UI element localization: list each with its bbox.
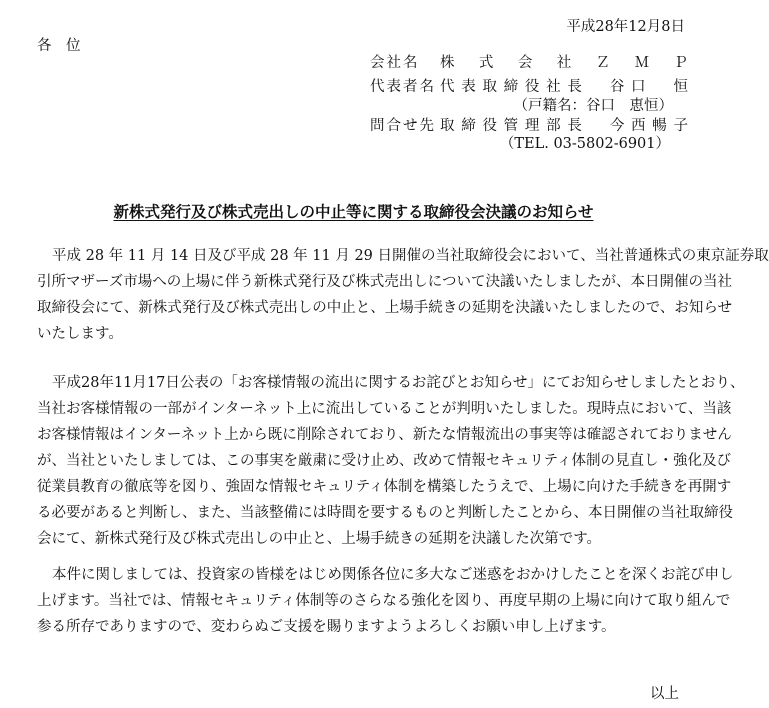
paragraph-3-line: 参る所存でありますので、変わらぬご支援を賜りますようよろしくお願い申し上げます。	[37, 619, 616, 635]
paragraph-2-line: 会にて、新株式発行及び株式売出しの中止と、上場手続きの延期を決議した次第です。	[37, 531, 602, 547]
paragraph-2-line: 平成28年11月17日公表の「お客様情報の流出に関するお詫びとお知らせ」にてお知らせしましたとおり、	[52, 375, 745, 391]
company-label: 会社名	[370, 55, 420, 71]
paragraph-3-line: 上げます。当社では、情報セキュリティ体制等のさらなる強化を図り、再度早期の上場に向けて取り組んで	[37, 593, 731, 609]
paragraph-2-line: が、当社といたしましては、この事実を厳粛に受け止め、改めて情報セキュリティ体制の見直し・強化及び	[37, 453, 731, 469]
contact-tel: （TEL. 03-5802-6901）	[499, 136, 670, 152]
paragraph-1-line: いたします。	[37, 326, 123, 342]
company-row	[370, 51, 688, 72]
paragraph-1-line: 引所マザーズ市場への上場に伴う新株式発行及び株式売出しについて決議いたしましたが、本日開催の当社	[37, 274, 732, 290]
document-date: 平成28年12月8日	[566, 19, 685, 35]
representative-row	[370, 75, 688, 96]
paragraph-2-line: 当社お客様情報の一部がインターネット上に流出していることが判明いたしました。現時点において、当該	[37, 401, 732, 417]
paragraph-1-line: 平成 28 年 11 月 14 日及び平成 28 年 11 月 29 日開催の当社取締役会において、当社普通株式の東京証券取	[52, 248, 769, 264]
representative-name: 代表取締役社長 谷口 恒	[440, 79, 688, 95]
paragraph-2-line: お客様情報はインターネット上から既に削除されており、新たな情報流出の事実等は確認されておりません	[37, 427, 732, 443]
registered-name: （戸籍名：谷口 恵恒）	[513, 98, 673, 114]
contact-label: 問合せ先	[370, 118, 436, 134]
contact-person: 取締役管理部長 今西暢子	[440, 118, 688, 134]
paragraph-1-line: 取締役会にて、新株式発行及び株式売出しの中止と、上場手続きの延期を決議いたしましたので、お知らせ	[37, 300, 732, 316]
addressee: 各 位	[37, 38, 81, 54]
paragraph-3-line: 本件に関しましては、投資家の皆様をはじめ関係各位に多大なご迷惑をおかけしたことを深くお詫び申し	[52, 567, 734, 583]
company-name: 株式会社ＺＭＰ	[440, 55, 688, 71]
representative-label: 代表者名	[370, 79, 436, 95]
closing-mark: 以上	[650, 686, 679, 702]
document-title: 新株式発行及び株式売出しの中止等に関する取締役会決議のお知らせ	[113, 202, 594, 221]
paragraph-2-line: 従業員教育の徹底等を図り、強固な情報セキュリティ体制を構築したうえで、上場に向けた手続きを再開す	[37, 479, 732, 495]
paragraph-2-line: る必要があると判断し、また、当該整備には時間を要するものと判断したことから、本日開催の当社取締役	[37, 505, 733, 521]
